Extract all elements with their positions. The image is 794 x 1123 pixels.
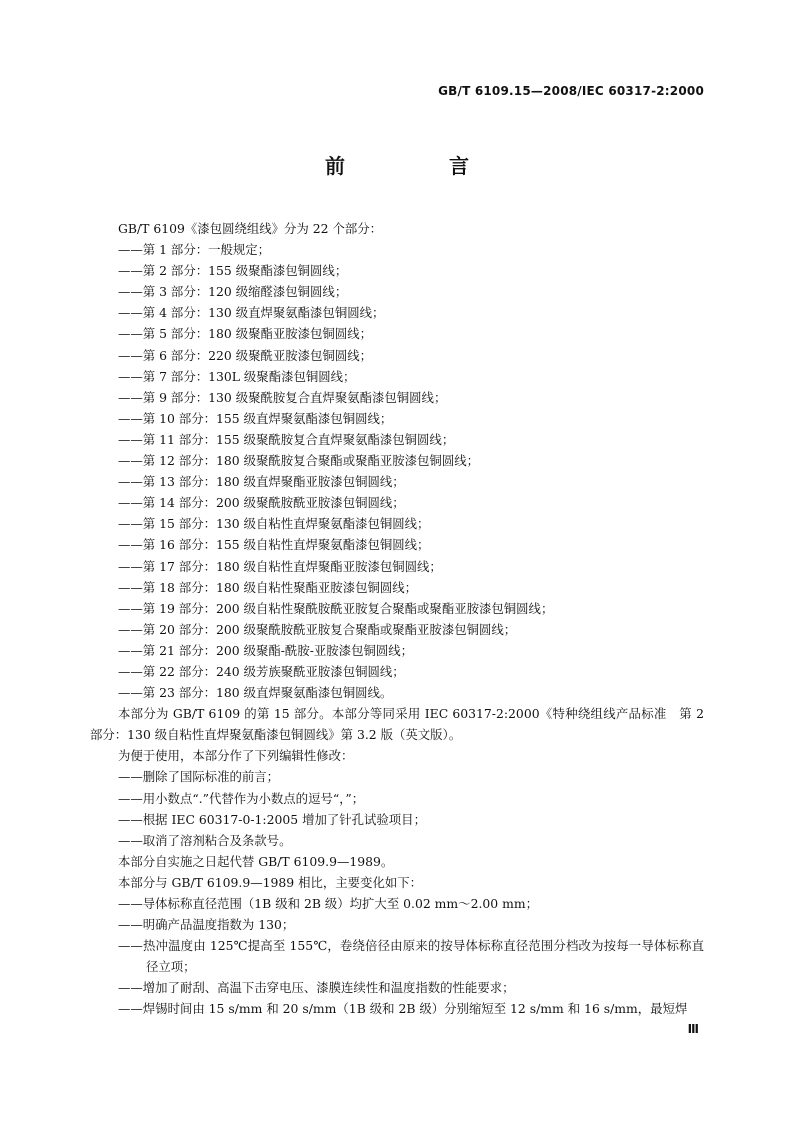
parts-list — [90, 239, 704, 703]
list-item: ——第 6 部分：220 级聚酰亚胺漆包铜圆线； — [118, 347, 372, 363]
list-item: ——第 10 部分：155 级直焊聚氨酯漆包铜圆线； — [118, 410, 393, 426]
intro-paragraph: GB/T 6109《漆包圆绕组线》分为 22 个部分： — [118, 221, 383, 236]
standard-number: GB/T 6109.15—2008/IEC 60317-2:2000 — [438, 84, 704, 98]
list-item: ——用小数点“.”代替作为小数点的逗号“，”； — [118, 790, 365, 806]
list-item: ——第 7 部分：130L 级聚酯漆包铜圆线； — [118, 368, 356, 384]
changes-list — [90, 893, 704, 1020]
list-item: ——删除了国际标准的前言； — [118, 769, 280, 785]
list-item: ——第 9 部分：130 级聚酰胺复合直焊聚氨酯漆包铜圆线； — [118, 389, 447, 405]
list-item: ——第 21 部分：200 级聚酯-酰胺-亚胺漆包铜圆线； — [118, 642, 414, 658]
list-item: ——第 2 部分：155 级聚酯漆包铜圆线； — [118, 263, 348, 279]
list-item: ——第 16 部分：155 级自粘性直焊聚氨酯漆包铜圆线； — [118, 537, 430, 553]
list-item: ——热冲温度由 125℃提高至 155℃，卷绕倍径由原来的按导体标称直径范围分档改为按每一导体标称直径立项； — [118, 938, 704, 975]
list-item: ——第 11 部分：155 级聚酰胺复合直焊聚氨酯漆包铜圆线； — [118, 431, 455, 447]
list-item: ——增加了耐刮、高温下击穿电压、漆膜连续性和温度指数的性能要求； — [118, 980, 515, 996]
edits-list — [90, 766, 704, 850]
replace-paragraph: 本部分自实施之日起代替 GB/T 6109.9—1989。 — [118, 853, 394, 869]
list-item: ——第 3 部分：120 级缩醛漆包铜圆线； — [118, 284, 348, 300]
list-item: ——取消了溶剂粘合及条款号。 — [118, 832, 292, 848]
list-item: ——第 20 部分：200 级聚酰胺酰亚胺复合聚酯或聚酯亚胺漆包铜圆线； — [118, 621, 517, 637]
list-item: ——导体标称直径范围（1B 级和 2B 级）均扩大至 0.02 mm～2.00 mm； — [118, 896, 538, 911]
list-item: ——第 13 部分：180 级直焊聚酯亚胺漆包铜圆线； — [118, 474, 405, 490]
list-item: ——第 14 部分：200 级聚酰胺酰亚胺漆包铜圆线； — [118, 495, 405, 511]
list-item: ——焊锡时间由 15 s/mm 和 20 s/mm（1B 级和 2B 级）分别缩短至 12 s/mm 和 16 s/mm，最短焊 — [118, 1001, 688, 1017]
page-title: 前 言 — [325, 154, 511, 178]
list-item: ——第 1 部分：一般规定； — [118, 242, 271, 258]
changes-intro: 本部分与 GB/T 6109.9—1989 相比，主要变化如下： — [118, 874, 423, 890]
document-body — [90, 218, 704, 1020]
edit-intro: 为便于使用，本部分作了下列编辑性修改： — [118, 748, 354, 764]
list-item: ——第 18 部分：180 级自粘性聚酯亚胺漆包铜圆线； — [118, 579, 418, 595]
list-item: ——第 4 部分：130 级直焊聚氨酯漆包铜圆线； — [118, 305, 385, 321]
list-item: ——第 5 部分：180 级聚酯亚胺漆包铜圆线； — [118, 326, 372, 342]
list-item: ——第 19 部分：200 级自粘性聚酰胺酰亚胺复合聚酯或聚酯亚胺漆包铜圆线； — [118, 600, 554, 616]
equivalence-paragraph: 本部分为 GB/T 6109 的第 15 部分。本部分等同采用 IEC 60317-2:2000《特种绕组线产品标准 第 2 部分：130 级自粘性直焊聚氨酯漆包铜圆线》第 3.2 版（英文版）。 — [90, 706, 704, 743]
page-number: Ⅲ — [687, 1022, 699, 1036]
list-item: ——第 17 部分：180 级自粘性直焊聚酯亚胺漆包铜圆线； — [118, 558, 442, 574]
list-item: ——明确产品温度指数为 130； — [118, 917, 295, 933]
list-item: ——第 22 部分：240 级芳族聚酰亚胺漆包铜圆线； — [118, 663, 405, 679]
list-item: ——第 15 部分：130 级自粘性直焊聚氨酯漆包铜圆线； — [118, 516, 430, 532]
list-item: ——根据 IEC 60317-0-1:2005 增加了针孔试验项目； — [118, 811, 426, 827]
list-item: ——第 12 部分：180 级聚酰胺复合聚酯或聚酯亚胺漆包铜圆线； — [118, 453, 479, 469]
list-item: ——第 23 部分：180 级直焊聚氨酯漆包铜圆线。 — [118, 685, 393, 701]
